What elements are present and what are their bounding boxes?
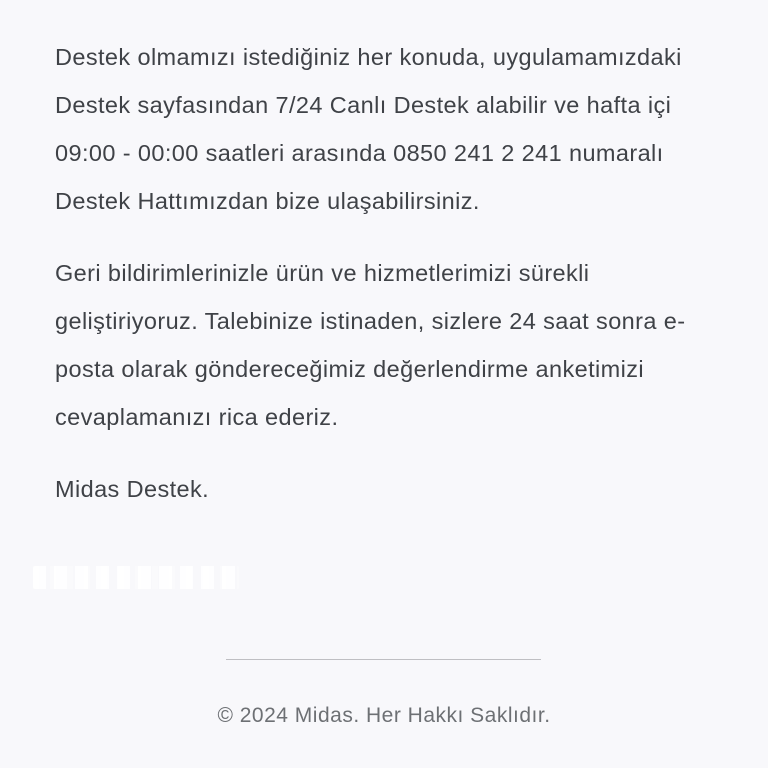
copyright-text: © 2024 Midas. Her Hakkı Saklıdır. bbox=[217, 704, 551, 727]
signature-text bbox=[55, 465, 728, 513]
text-line: 09:00 - 00:00 saatleri arasında 0850 241 2 241 numaralı bbox=[55, 140, 664, 166]
text-line: Midas Destek. bbox=[55, 476, 210, 502]
feedback-paragraph bbox=[55, 249, 728, 441]
text-line: posta olarak göndereceğimiz değerlendirme anketimizi bbox=[55, 356, 645, 382]
text-line: Destek olmamızı istediğiniz her konuda, uygulamamızdaki bbox=[55, 44, 682, 70]
faint-illegible-text bbox=[33, 566, 239, 589]
text-line: Destek sayfasından 7/24 Canlı Destek alabilir ve hafta içi bbox=[55, 92, 672, 118]
text-line: Destek Hattımızdan bize ulaşabilirsiniz. bbox=[55, 188, 480, 214]
text-line: Geri bildirimlerinizle ürün ve hizmetlerimizi sürekli bbox=[55, 260, 590, 286]
footer-divider bbox=[226, 659, 541, 660]
text-line: cevaplamanızı rica ederiz. bbox=[55, 404, 339, 430]
text-line: geliştiriyoruz. Talebinize istinaden, sizlere 24 saat sonra e- bbox=[55, 308, 686, 334]
support-info-paragraph bbox=[55, 33, 728, 225]
